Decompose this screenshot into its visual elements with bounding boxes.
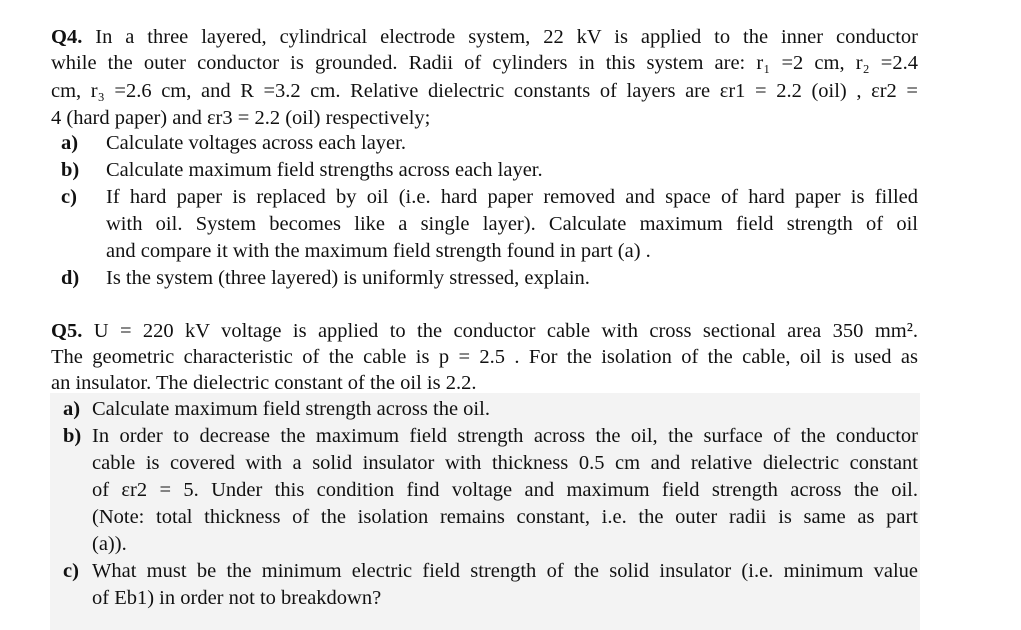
part-text: cable is covered with a solid insulator with thickness 0.5 cm and relative dielectric constant <box>92 452 918 474</box>
part-letter: d) <box>61 267 80 289</box>
part-text: of Eb1) in order not to breakdown? <box>92 587 382 609</box>
part-text: Calculate maximum field strength across the oil. <box>92 398 490 420</box>
part-text: and compare it with the maximum field strength found in part (a) . <box>106 240 651 262</box>
part-text: (a)). <box>92 533 127 555</box>
part-text: In order to decrease the maximum field strength across the oil, the surface of the conductor <box>92 425 918 447</box>
part-text: of εr2 = 5. Under this condition find voltage and maximum field strength across the oil. <box>92 479 918 501</box>
q4-line-1 <box>51 24 918 50</box>
q4-intro-line: cm, r₃ =2.6 cm, and R =3.2 cm. Relative dielectric constants of layers are εr1 = 2.2 (oil) , εr2 = <box>51 80 918 102</box>
part-text: Calculate voltages across each layer. <box>106 132 406 154</box>
q5-line-1 <box>51 318 918 344</box>
part-letter: b) <box>63 425 82 447</box>
q5-label: Q5. <box>51 320 83 342</box>
part-letter: a) <box>63 398 81 420</box>
part-text: If hard paper is replaced by oil (i.e. hard paper removed and space of hard paper is filled <box>106 186 918 208</box>
part-text: Is the system (three layered) is uniformly stressed, explain. <box>106 267 590 289</box>
q5-intro-text: U = 220 kV voltage is applied to the conductor cable with cross sectional area 350 mm². <box>93 320 919 342</box>
q5-intro-line: an insulator. The dielectric constant of the oil is 2.2. <box>51 372 477 394</box>
part-letter: c) <box>63 560 79 582</box>
part-text: with oil. System becomes like a single layer). Calculate maximum field strength of oil <box>106 213 918 235</box>
part-text: (Note: total thickness of the isolation remains constant, i.e. the outer radii is same as part <box>92 506 918 528</box>
part-letter: a) <box>61 132 79 154</box>
part-letter: c) <box>61 186 77 208</box>
q5-intro-line: The geometric characteristic of the cable is p = 2.5 . For the isolation of the cable, oil is used as <box>51 346 918 368</box>
q4-intro-line: 4 (hard paper) and εr3 = 2.2 (oil) respectively; <box>51 107 431 129</box>
q4-label: Q4. <box>51 26 83 48</box>
q4-intro-line: while the outer conductor is grounded. Radii of cylinders in this system are: r₁ =2 cm, r₂ =2.4 <box>51 52 918 74</box>
part-text: Calculate maximum field strengths across each layer. <box>106 159 543 181</box>
part-letter: b) <box>61 159 80 181</box>
q4-intro-text: In a three layered, cylindrical electrode system, 22 kV is applied to the inner conductor <box>95 26 918 48</box>
part-text: What must be the minimum electric field strength of the solid insulator (i.e. minimum value <box>92 560 918 582</box>
